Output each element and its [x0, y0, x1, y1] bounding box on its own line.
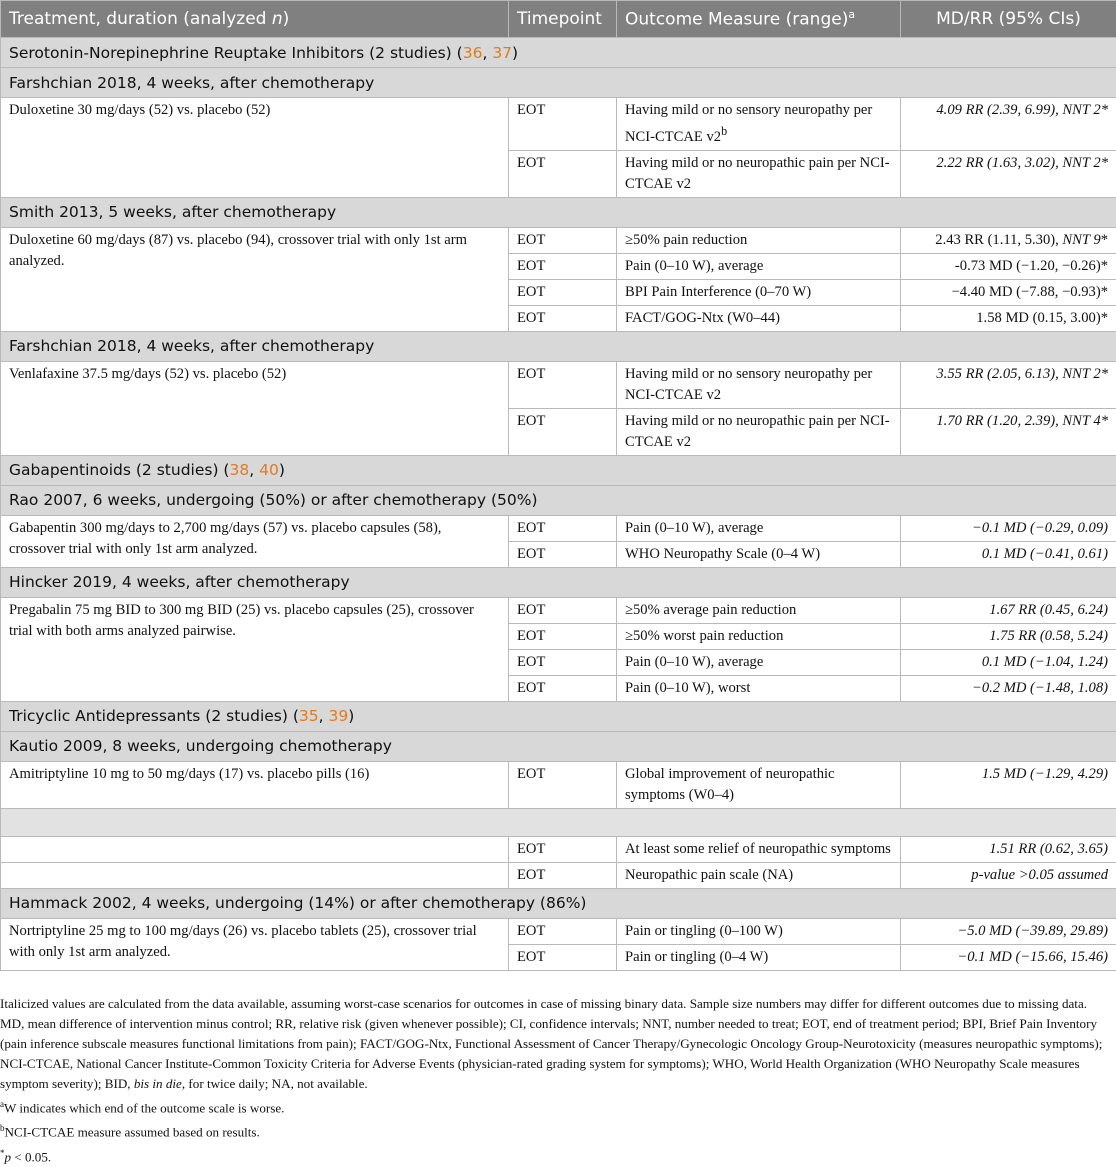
study-header-row	[1, 888, 1116, 918]
timepoint-cell: EOT	[509, 649, 617, 675]
reference-link[interactable]: 36	[463, 44, 483, 62]
outcome-cell: Pain or tingling (0–100 W)	[617, 918, 901, 944]
footnote-star-text: < 0.05.	[11, 1149, 51, 1164]
study-header-row	[1, 808, 1116, 836]
treatment-cell: Pregabalin 75 mg BID to 300 mg BID (25) vs. placebo capsules (25), crossover trial with both arms analyzed pairwise.	[1, 597, 509, 701]
study-title: Kautio 2009, 8 weeks, undergoing chemotherapy	[1, 731, 1116, 761]
outcome-cell: Global improvement of neuropathic symptoms (W0–4)	[617, 761, 901, 808]
group-title-sep: ,	[319, 707, 329, 725]
table-row	[1, 227, 1116, 253]
result-cell: p-value >0.05 assumed	[901, 862, 1116, 888]
study-header-row	[1, 331, 1116, 361]
footnote-b-mark: b	[0, 1123, 5, 1133]
group-header-row	[1, 38, 1116, 68]
reference-link[interactable]: 37	[492, 44, 512, 62]
outcome-cell: ≥50% worst pain reduction	[617, 623, 901, 649]
header-treatment-text: Treatment, duration (analyzed	[9, 9, 272, 29]
outcome-cell: Pain (0–10 W), average	[617, 515, 901, 541]
result-cell: −0.1 MD (−0.29, 0.09)	[901, 515, 1116, 541]
result-cell: 1.51 RR (0.62, 3.65)	[901, 836, 1116, 862]
outcome-cell: ≥50% average pain reduction	[617, 597, 901, 623]
group-title	[1, 701, 1116, 731]
outcome-cell: Pain or tingling (0–4 W)	[617, 944, 901, 970]
header-outcome-sup: a	[848, 8, 855, 21]
footnote-star-mark: *	[0, 1148, 5, 1158]
table-row	[1, 515, 1116, 541]
treatment-cell	[1, 836, 509, 862]
group-title-end: )	[512, 44, 518, 62]
footnote-a	[0, 1094, 1110, 1118]
timepoint-cell: EOT	[509, 918, 617, 944]
timepoint-cell: EOT	[509, 279, 617, 305]
treatment-cell: Gabapentin 300 mg/days to 2,700 mg/days (57) vs. placebo capsules (58), crossover trial with only 1st arm analyzed.	[1, 515, 509, 567]
group-header-row	[1, 455, 1116, 485]
result-cell: −5.0 MD (−39.89, 29.89)	[901, 918, 1116, 944]
table-row	[1, 862, 1116, 888]
result-end: *	[1101, 232, 1108, 248]
treatment-cell: Duloxetine 60 mg/days (87) vs. placebo (94), crossover trial with only 1st arm analyzed.	[1, 227, 509, 331]
footnote-star-p: p	[5, 1149, 12, 1164]
table-header-row	[1, 1, 1116, 38]
result-cell: −0.1 MD (−15.66, 15.46)	[901, 944, 1116, 970]
outcome-text: Having mild or no sensory neuropathy per NCI-CTCAE v2	[625, 102, 872, 145]
group-title-sep: ,	[249, 461, 259, 479]
result-cell: 1.58 MD (0.15, 3.00)*	[901, 305, 1116, 331]
study-header-row	[1, 68, 1116, 98]
timepoint-cell: EOT	[509, 761, 617, 808]
footnote-b	[0, 1118, 1110, 1142]
timepoint-cell: EOT	[509, 862, 617, 888]
header-timepoint: Timepoint	[509, 1, 617, 38]
timepoint-cell: EOT	[509, 98, 617, 151]
study-title: Hammack 2002, 4 weeks, undergoing (14%) or after chemotherapy (86%)	[1, 888, 1116, 918]
outcome-cell: Having mild or no neuropathic pain per NCI-CTCAE v2	[617, 408, 901, 455]
study-title: Farshchian 2018, 4 weeks, after chemotherapy	[1, 68, 1116, 98]
study-title	[1, 808, 1116, 836]
study-header-row	[1, 197, 1116, 227]
outcome-cell: ≥50% pain reduction	[617, 227, 901, 253]
treatment-cell: Nortriptyline 25 mg to 100 mg/days (26) vs. placebo tablets (25), crossover trial with only 1st arm analyzed.	[1, 918, 509, 970]
footnote-main-text: Italicized values are calculated from the data available, assuming worst-case scenarios for outcomes in case of missing binary data. Sample size numbers may differ for different outcomes due to missing data. MD, mean difference of intervention minus control; RR, relative risk (given whenever possible); CI, confidence intervals; NNT, number needed to treat; EOT, end of treatment period; BPI, Brief Pain Inventory (pain inference subscale measures functional limitations from pain); FACT/GOG-Ntx, Functional Assessment of Cancer Therapy/Gynecologic Oncology Group-Neurotoxicity (measures neuropathic symptoms); NCI-CTCAE, National Cancer Institute-Common Toxicity Criteria for Adverse Events (physician-rated grading system for symptoms); WHO, World Health Organization (WHO Neuropathy Scale measures symptom severity); BID,	[0, 996, 1102, 1091]
study-header-row	[1, 485, 1116, 515]
header-treatment-n: n	[272, 9, 283, 29]
outcome-footnote-mark: b	[721, 124, 727, 138]
timepoint-cell: EOT	[509, 623, 617, 649]
outcome-cell: At least some relief of neuropathic symptoms	[617, 836, 901, 862]
outcome-cell: WHO Neuropathy Scale (0–4 W)	[617, 541, 901, 567]
study-title: Rao 2007, 6 weeks, undergoing (50%) or after chemotherapy (50%)	[1, 485, 1116, 515]
result-cell: 1.70 RR (1.20, 2.39), NNT 4*	[901, 408, 1116, 455]
result-cell: 0.1 MD (−0.41, 0.61)	[901, 541, 1116, 567]
treatment-cell: Duloxetine 30 mg/days (52) vs. placebo (52)	[1, 98, 509, 198]
result-plain: 2.43 RR (1.11, 5.30),	[935, 232, 1062, 248]
outcome-cell: FACT/GOG-Ntx (W0–44)	[617, 305, 901, 331]
timepoint-cell: EOT	[509, 150, 617, 197]
header-treatment	[1, 1, 509, 38]
footnote-main	[0, 994, 1110, 1094]
header-outcome-measure	[617, 1, 901, 38]
outcome-cell: Pain (0–10 W), worst	[617, 675, 901, 701]
treatment-cell: Venlafaxine 37.5 mg/days (52) vs. placebo (52)	[1, 361, 509, 455]
header-md-rr: MD/RR (95% CIs)	[901, 1, 1116, 38]
group-title-end: )	[348, 707, 354, 725]
timepoint-cell: EOT	[509, 253, 617, 279]
footnote-main-end: , for twice daily; NA, not available.	[182, 1076, 368, 1091]
header-treatment-end: )	[283, 9, 290, 29]
timepoint-cell: EOT	[509, 836, 617, 862]
timepoint-cell: EOT	[509, 675, 617, 701]
table-row	[1, 597, 1116, 623]
header-outcome-text: Outcome Measure (range)	[625, 10, 848, 30]
study-header-row	[1, 731, 1116, 761]
timepoint-cell: EOT	[509, 944, 617, 970]
timepoint-cell: EOT	[509, 515, 617, 541]
outcome-cell: Having mild or no neuropathic pain per NCI-CTCAE v2	[617, 150, 901, 197]
timepoint-cell: EOT	[509, 597, 617, 623]
study-title: Hincker 2019, 4 weeks, after chemotherapy	[1, 567, 1116, 597]
footnote-a-mark: a	[0, 1099, 4, 1109]
reference-link[interactable]: 40	[259, 461, 279, 479]
table-row	[1, 836, 1116, 862]
reference-link[interactable]: 39	[328, 707, 348, 725]
result-cell: 2.22 RR (1.63, 3.02), NNT 2*	[901, 150, 1116, 197]
group-title-text: Gabapentinoids (2 studies) (	[9, 461, 229, 479]
reference-link[interactable]: 38	[229, 461, 249, 479]
result-cell: 1.75 RR (0.58, 5.24)	[901, 623, 1116, 649]
timepoint-cell: EOT	[509, 227, 617, 253]
group-title	[1, 455, 1116, 485]
study-title: Smith 2013, 5 weeks, after chemotherapy	[1, 197, 1116, 227]
table-row	[1, 918, 1116, 944]
group-title-text: Serotonin-Norepinephrine Reuptake Inhibitors (2 studies) (	[9, 44, 463, 62]
outcome-cell: BPI Pain Interference (0–70 W)	[617, 279, 901, 305]
result-cell: 1.67 RR (0.45, 6.24)	[901, 597, 1116, 623]
outcome-cell: Pain (0–10 W), average	[617, 649, 901, 675]
study-title: Farshchian 2018, 4 weeks, after chemotherapy	[1, 331, 1116, 361]
outcome-cell	[617, 98, 901, 151]
result-cell: −4.40 MD (−7.88, −0.93)*	[901, 279, 1116, 305]
outcome-cell: Having mild or no sensory neuropathy per NCI-CTCAE v2	[617, 361, 901, 408]
study-header-row	[1, 567, 1116, 597]
result-cell: -0.73 MD (−1.20, −0.26)*	[901, 253, 1116, 279]
table-footnotes	[0, 994, 1110, 1167]
result-cell: 4.09 RR (2.39, 6.99), NNT 2*	[901, 98, 1116, 151]
group-header-row	[1, 701, 1116, 731]
table-row	[1, 761, 1116, 808]
table-row	[1, 98, 1116, 151]
table-row	[1, 361, 1116, 408]
timepoint-cell: EOT	[509, 361, 617, 408]
footnote-main-italic: bis in die	[134, 1076, 182, 1091]
result-italic: NNT 9	[1062, 232, 1100, 248]
outcome-cell: Neuropathic pain scale (NA)	[617, 862, 901, 888]
group-title-sep: ,	[482, 44, 492, 62]
result-cell	[901, 227, 1116, 253]
outcome-cell: Pain (0–10 W), average	[617, 253, 901, 279]
result-cell: 0.1 MD (−1.04, 1.24)	[901, 649, 1116, 675]
timepoint-cell: EOT	[509, 305, 617, 331]
treatment-cell: Amitriptyline 10 mg to 50 mg/days (17) vs. placebo pills (16)	[1, 761, 509, 808]
footnote-b-text: NCI-CTCAE measure assumed based on results.	[5, 1125, 260, 1140]
result-cell: −0.2 MD (−1.48, 1.08)	[901, 675, 1116, 701]
reference-link[interactable]: 35	[299, 707, 319, 725]
treatment-cell-empty	[1, 862, 509, 888]
group-title	[1, 38, 1116, 68]
group-title-end: )	[279, 461, 285, 479]
footnote-a-text: W indicates which end of the outcome scale is worse.	[4, 1100, 284, 1115]
footnote-star	[0, 1143, 1110, 1167]
result-cell: 3.55 RR (2.05, 6.13), NNT 2*	[901, 361, 1116, 408]
timepoint-cell: EOT	[509, 408, 617, 455]
timepoint-cell: EOT	[509, 541, 617, 567]
result-cell: 1.5 MD (−1.29, 4.29)	[901, 761, 1116, 808]
group-title-text: Tricyclic Antidepressants (2 studies) (	[9, 707, 299, 725]
